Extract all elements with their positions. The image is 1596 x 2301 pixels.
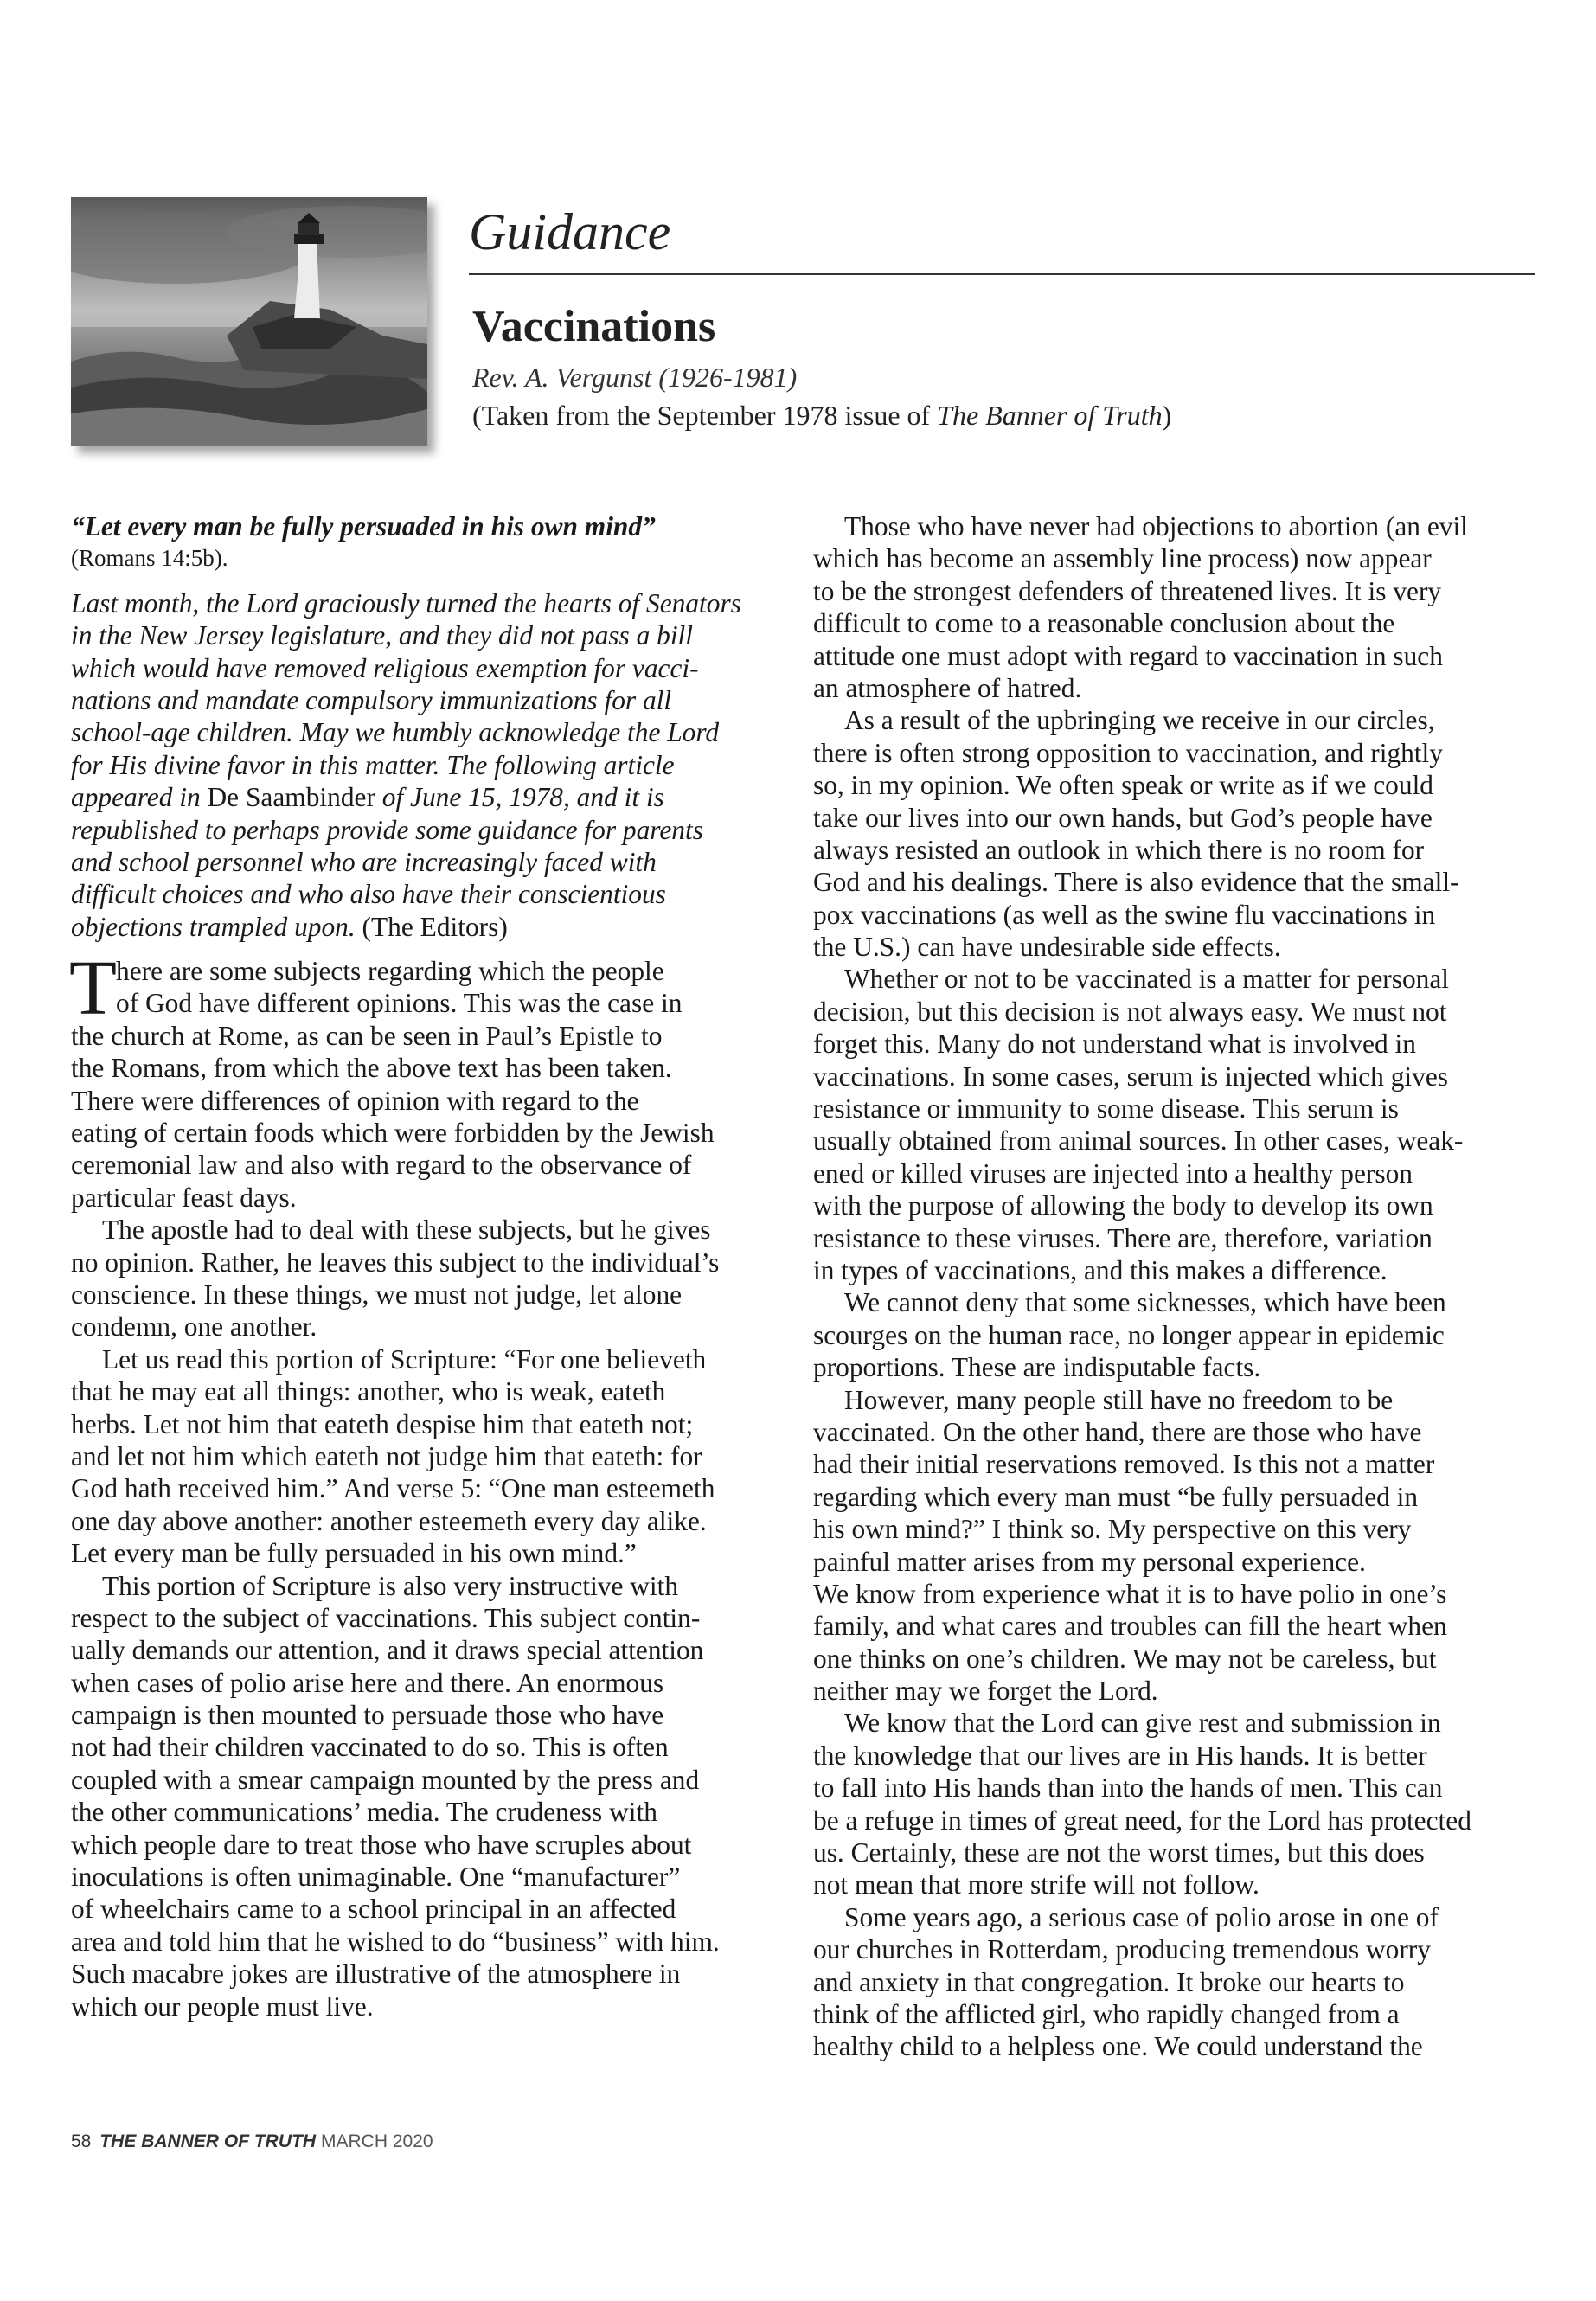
- text-line: here are some subjects regarding which the people: [116, 956, 664, 987]
- text-line: in types of vaccinations, and this makes a difference.: [813, 1254, 1388, 1285]
- text-line: ually demands our attention, and it draws special attention: [71, 1635, 704, 1666]
- text-line: attitude one must adopt with regard to vaccination in such: [813, 640, 1443, 671]
- lighthouse-icon: [71, 197, 427, 446]
- text-line: Let us read this portion of Scripture: “For one believeth: [102, 1343, 707, 1375]
- text-line: had their initial reservations removed. Is this not a matter: [813, 1449, 1435, 1480]
- text-line: Some years ago, a serious case of polio arose in one of: [844, 1901, 1439, 1932]
- text-line: his own mind?” I think so. My perspective on this very: [813, 1514, 1412, 1545]
- text-line: and anxiety in that congregation. It broke our hearts to: [813, 1966, 1405, 1997]
- intro-line: nations and mandate compulsory immunizations for all: [71, 684, 672, 715]
- text-line: regarding which every man must “be fully persuaded in: [813, 1481, 1419, 1512]
- text-line: with the purpose of allowing the body to develop its own: [813, 1190, 1433, 1221]
- intro-line: which would have removed religious exemption for vacci-: [71, 652, 699, 683]
- body-paragraph: [69, 945, 773, 1032]
- text-line: We know from experience what it is to have polio in one’s: [813, 1578, 1447, 1609]
- source-note: [472, 400, 1171, 432]
- text-line: the church at Rome, as can be seen in Paul’s Epistle to: [71, 1020, 663, 1051]
- text-line: painful matter arises from my personal experience.: [813, 1546, 1366, 1577]
- text-line: the Romans, from which the above text has been taken.: [71, 1053, 672, 1084]
- left-column: [71, 510, 773, 2022]
- text-line: campaign is then mounted to persuade those who have: [71, 1700, 664, 1731]
- text-line: respect to the subject of vaccinations. This subject contin-: [71, 1602, 701, 1633]
- text-line: usually obtained from animal sources. In other cases, weak-: [813, 1125, 1464, 1157]
- text-line: of God have different opinions. This was the case in: [116, 988, 683, 1019]
- text-line: which people dare to treat those who have scruples about: [71, 1829, 692, 1860]
- intro-text: objections trampled upon.: [71, 911, 356, 942]
- text-line: us. Certainly, these are not the worst times, but this does: [813, 1837, 1425, 1868]
- text-line: take our lives into our own hands, but God’s people have: [813, 802, 1433, 833]
- text-line: We know that the Lord can give rest and submission in: [844, 1708, 1441, 1739]
- editors-credit: (The Editors): [355, 911, 508, 942]
- text-line: As a result of the upbringing we receive in our circles,: [844, 705, 1435, 736]
- text-line: healthy child to a helpless one. We could understand the: [813, 2031, 1423, 2062]
- intro-line: [71, 911, 773, 943]
- text-line: difficult to come to a reasonable conclusion about the: [813, 608, 1395, 639]
- intro-text: appeared in: [71, 782, 208, 813]
- text-line: always resisted an outlook in which there is no room for: [813, 834, 1425, 865]
- text-line: decision, but this decision is not always easy. We must not: [813, 996, 1447, 1027]
- intro-line: in the New Jersey legislature, and they did not pass a bill: [71, 620, 693, 651]
- text-line: not had their children vaccinated to do so. This is often: [71, 1732, 669, 1763]
- section-title: Guidance: [469, 203, 671, 260]
- issue-date: MARCH 2020: [321, 2131, 433, 2151]
- drop-cap: T: [69, 945, 117, 1032]
- text-line: resistance or immunity to some disease. This serum is: [813, 1093, 1399, 1125]
- text-line: think of the afflicted girl, who rapidly changed from a: [813, 1998, 1400, 2029]
- text-line: pox vaccinations (as well as the swine flu vaccinations in: [813, 899, 1436, 930]
- text-line: We cannot deny that some sicknesses, which have been: [844, 1287, 1446, 1318]
- text-line: God and his dealings. There is also evidence that the small-: [813, 867, 1459, 898]
- publication-title: THE BANNER OF TRUTH: [99, 2131, 317, 2151]
- intro-line: republished to perhaps provide some guidance for parents: [71, 814, 703, 845]
- text-line: one day above another: another esteemeth every day alike.: [71, 1505, 707, 1536]
- intro-line: [71, 781, 773, 813]
- text-line: Let every man be fully persuaded in his own mind.”: [71, 1538, 637, 1569]
- article-title: Vaccinations: [472, 302, 716, 351]
- epigraph-quote: “Let every man be fully persuaded in his own mind”: [71, 511, 656, 542]
- text-line: ened or killed viruses are injected into a healthy person: [813, 1157, 1413, 1189]
- text-line: scourges on the human race, no longer appear in epidemic: [813, 1319, 1445, 1350]
- page-number: 58: [71, 2131, 92, 2151]
- text-line: our churches in Rotterdam, producing tremendous worry: [813, 1934, 1431, 1965]
- editor-intro: [71, 587, 773, 943]
- text-line: family, and what cares and troubles can fill the heart when: [813, 1611, 1447, 1642]
- text-line: when cases of polio arise here and there. An enormous: [71, 1667, 664, 1698]
- text-line: there is often strong opposition to vaccination, and rightly: [813, 737, 1443, 768]
- text-line: neither may we forget the Lord.: [813, 1676, 1158, 1707]
- text-line: Those who have never had objections to abortion (an evil: [844, 511, 1468, 542]
- author-byline: Rev. A. Vergunst (1926-1981): [472, 362, 798, 393]
- text-line: which our people must live.: [71, 1990, 374, 2022]
- source-prefix: (Taken from the September 1978 issue of: [472, 400, 938, 431]
- intro-line: school-age children. May we humbly acknowledge the Lord: [71, 717, 720, 748]
- text-line: vaccinations. In some cases, serum is injected which gives: [813, 1061, 1448, 1092]
- source-suffix: ): [1162, 400, 1172, 431]
- text-line: vaccinated. On the other hand, there are those who have: [813, 1416, 1422, 1447]
- source-publication: The Banner of Truth: [937, 400, 1163, 431]
- text-line: This portion of Scripture is also very instructive with: [102, 1570, 679, 1601]
- intro-line: and school personnel who are increasingly faced with: [71, 846, 657, 877]
- text-line: herbs. Let not him that eateth despise him that eateth not;: [71, 1408, 694, 1439]
- text-line: However, many people still have no freedom to be: [844, 1384, 1394, 1415]
- text-line: so, in my opinion. We often speak or write as if we could: [813, 770, 1433, 801]
- text-line: resistance to these viruses. There are, therefore, variation: [813, 1222, 1433, 1253]
- text-line: not mean that more strife will not follow.: [813, 1869, 1259, 1900]
- text-line: The apostle had to deal with these subjects, but he gives: [102, 1215, 711, 1246]
- intro-line: for His divine favor in this matter. The following article: [71, 749, 675, 780]
- intro-line: difficult choices and who also have their conscientious: [71, 879, 666, 910]
- text-line: proportions. These are indisputable facts.: [813, 1352, 1261, 1383]
- text-line: eating of certain foods which were forbidden by the Jewish: [71, 1118, 715, 1149]
- text-line: conscience. In these things, we must not judge, let alone: [71, 1279, 683, 1310]
- publication-name: De Saambinder: [207, 782, 375, 813]
- text-line: forget this. Many do not understand what is involved in: [813, 1029, 1416, 1060]
- text-line: one thinks on one’s children. We may not be careless, but: [813, 1643, 1437, 1674]
- text-line: condemn, one another.: [71, 1311, 317, 1343]
- text-line: inoculations is often unimaginable. One “manufacturer”: [71, 1862, 681, 1893]
- text-line: the U.S.) can have undesirable side effects.: [813, 932, 1281, 963]
- text-line: which has become an assembly line process) now appear: [813, 543, 1432, 574]
- page-footer: [71, 2131, 433, 2152]
- text-line: be a refuge in times of great need, for the Lord has protected: [813, 1804, 1471, 1836]
- intro-line: Last month, the Lord graciously turned the hearts of Senators: [71, 587, 741, 619]
- text-line: to fall into His hands than into the hands of men. This can: [813, 1772, 1443, 1804]
- text-line: There were differences of opinion with regard to the: [71, 1085, 639, 1116]
- text-line: ceremonial law and also with regard to the observance of: [71, 1150, 692, 1181]
- text-line: no opinion. Rather, he leaves this subject to the individual’s: [71, 1247, 720, 1278]
- epigraph-reference: (Romans 14:5b).: [71, 545, 228, 572]
- text-line: the knowledge that our lives are in His hands. It is better: [813, 1740, 1427, 1771]
- text-line: and let not him which eateth not judge him that eateth: for: [71, 1440, 702, 1471]
- text-line: area and told him that he wished to do “business” with him.: [71, 1926, 720, 1957]
- text-line: an atmosphere of hatred.: [813, 672, 1082, 703]
- intro-text: of June 15, 1978, and it is: [375, 782, 664, 813]
- text-line: Whether or not to be vaccinated is a matter for personal: [844, 964, 1450, 995]
- text-line: of wheelchairs came to a school principal in an affected: [71, 1894, 676, 1925]
- text-line: coupled with a smear campaign mounted by the press and: [71, 1764, 700, 1795]
- text-line: that he may eat all things: another, who is weak, eateth: [71, 1376, 666, 1407]
- section-rule: [469, 273, 1535, 275]
- text-line: God hath received him.” And verse 5: “One man esteemeth: [71, 1473, 715, 1504]
- text-line: the other communications’ media. The crudeness with: [71, 1797, 657, 1828]
- text-line: particular feast days.: [71, 1182, 297, 1213]
- text-line: Such macabre jokes are illustrative of the atmosphere in: [71, 1958, 681, 1990]
- right-column: [813, 510, 1531, 2063]
- lighthouse-photo: [71, 197, 427, 446]
- text-line: to be the strongest defenders of threatened lives. It is very: [813, 575, 1442, 606]
